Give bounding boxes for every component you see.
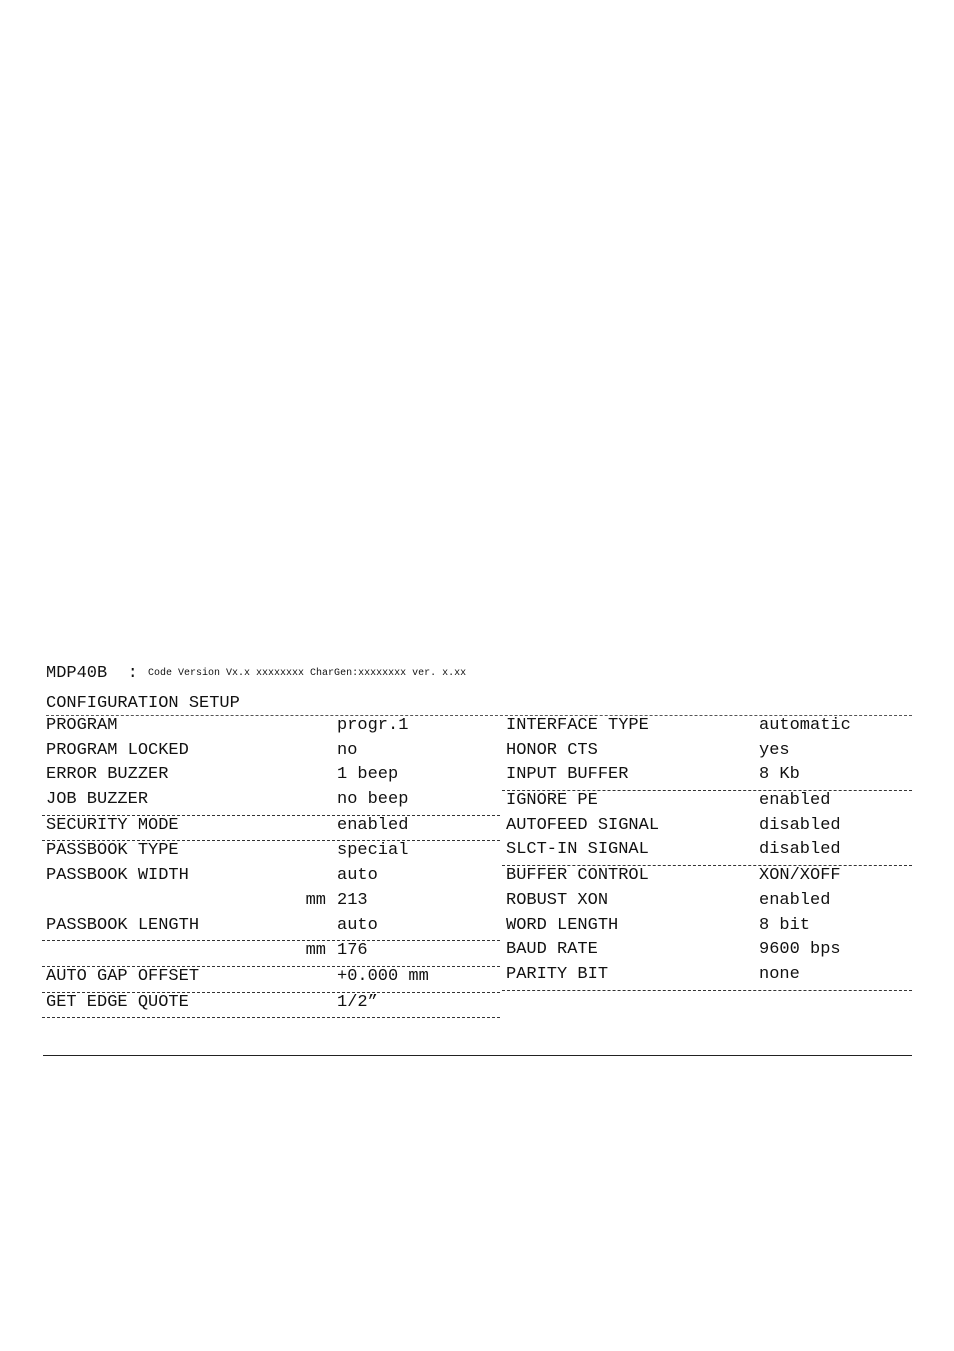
table-row: ROBUST XON enabled <box>506 890 831 910</box>
version-text: Code Version Vx.x xxxxxxxx CharGen:xxxxxxxx ver. x.xx <box>148 668 467 679</box>
table-row: ERROR BUZZER 1 beep <box>46 765 399 785</box>
table-row: AUTO GAP OFFSET +0.000 mm <box>42 967 500 993</box>
model-name: MDP40B <box>46 664 108 683</box>
table-row: PARITY BIT none <box>502 965 912 991</box>
table-row: mm 176 <box>42 941 500 967</box>
header-separator: : <box>127 664 138 683</box>
right-column <box>502 716 912 991</box>
table-row: PROGRAM LOCKED no <box>46 740 358 760</box>
table-row: HONOR CTS yes <box>506 740 790 760</box>
section-title: CONFIGURATION SETUP <box>46 694 240 713</box>
table-row: PASSBOOK WIDTH auto <box>46 866 378 886</box>
table-row: SECURITY MODE enabled <box>42 816 500 842</box>
table-row: AUTOFEED SIGNAL disabled <box>506 815 841 835</box>
bottom-rule <box>43 1055 912 1056</box>
table-row: SLCT-IN SIGNAL disabled <box>502 840 912 866</box>
table-row: PASSBOOK LENGTH auto <box>42 916 500 942</box>
table-row: JOB BUZZER no beep <box>42 790 500 816</box>
table-row: WORD LENGTH 8 bit <box>506 915 811 935</box>
table-row: INTERFACE TYPE automatic <box>506 716 851 735</box>
left-column <box>46 716 500 1018</box>
table-row: BAUD RATE 9600 bps <box>506 940 841 960</box>
header-line <box>46 664 466 683</box>
table-row: GET EDGE QUOTE 1/2” <box>42 993 500 1019</box>
table-row: IGNORE PE enabled <box>506 791 831 811</box>
table-row: PROGRAM progr.1 <box>46 716 409 735</box>
table-row: PASSBOOK TYPE special <box>46 841 409 861</box>
table-row: mm 213 <box>305 890 368 910</box>
table-row: BUFFER CONTROL XON/XOFF <box>506 866 841 886</box>
table-row: INPUT BUFFER 8 Kb <box>502 765 912 791</box>
